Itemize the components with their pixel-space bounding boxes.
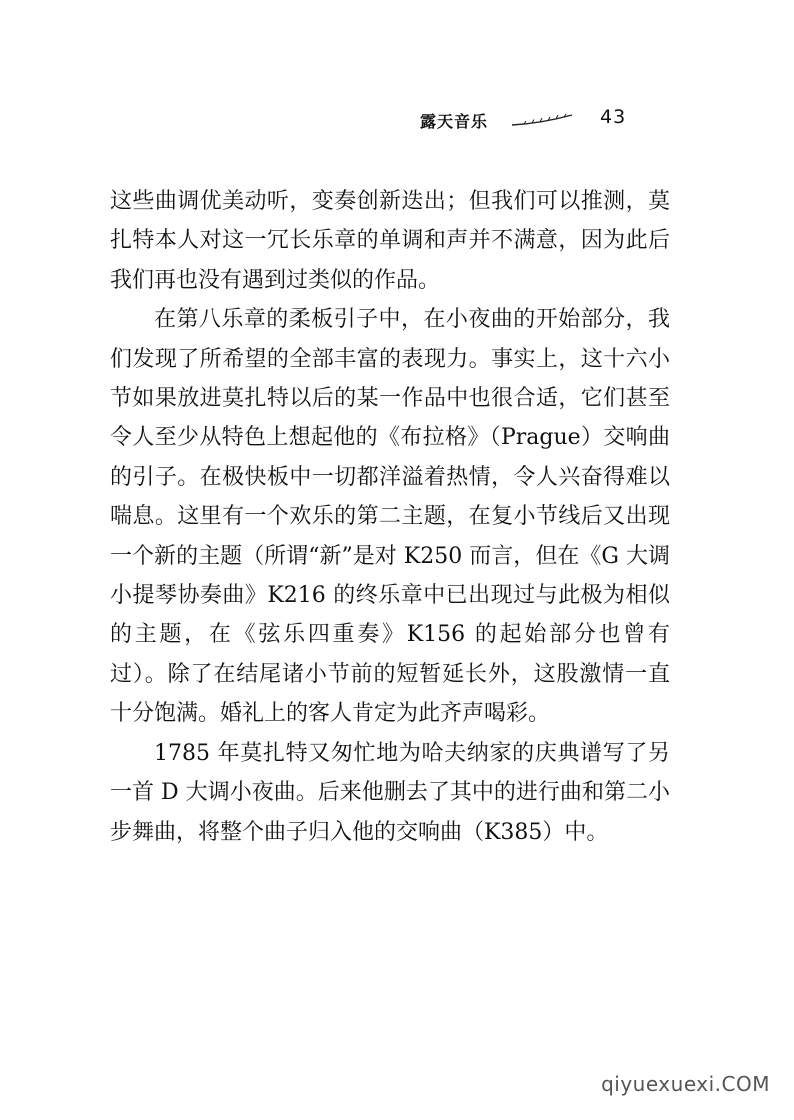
watermark: qiyuexuexi.COM — [601, 1072, 770, 1096]
paragraph: 1785 年莫扎特又匆忙地为哈夫纳家的庆典谱写了另一首 D 大调小夜曲。后来他删去了其中的进行曲和第二小步舞曲，将整个曲子归入他的交响曲（K385）中。 — [110, 740, 670, 845]
page-number: 43 — [600, 106, 627, 128]
running-title: 露天音乐 — [420, 111, 489, 131]
running-header — [420, 108, 574, 132]
paragraph: 在第八乐章的柔板引子中，在小夜曲的开始部分，我们发现了所希望的全部丰富的表现力。事实上，这十六小节如果放进莫扎特以后的某一作品中也很合适，它们甚至令人至少从特色上想起他的《布拉格》（Prague）交响曲的引子。在极快板中一切都洋溢着热情，令人兴奋得难以喘息。这里有一个欢乐的第二主题，在复小节线后又出现一个新的主题（所谓“新”是对 K250 而言，但在《G 大调小提琴协奏曲》K216 的终乐章中已出现过与此极为相似的主题，在《弦乐四重奏》K156 的起始部分也曾有过）。除了在结尾诸小节前的短暂延长外，这股激情一直十分饱满。婚礼上的客人肯定为此齐声喝彩。 — [110, 307, 670, 727]
ornament-icon — [510, 113, 574, 127]
paragraph-continued: 这些曲调优美动听，变奏创新迭出；但我们可以推测，莫扎特本人对这一冗长乐章的单调和声并不满意，因为此后我们再也没有遇到过类似的作品。 — [110, 189, 670, 293]
body-text — [110, 182, 670, 852]
